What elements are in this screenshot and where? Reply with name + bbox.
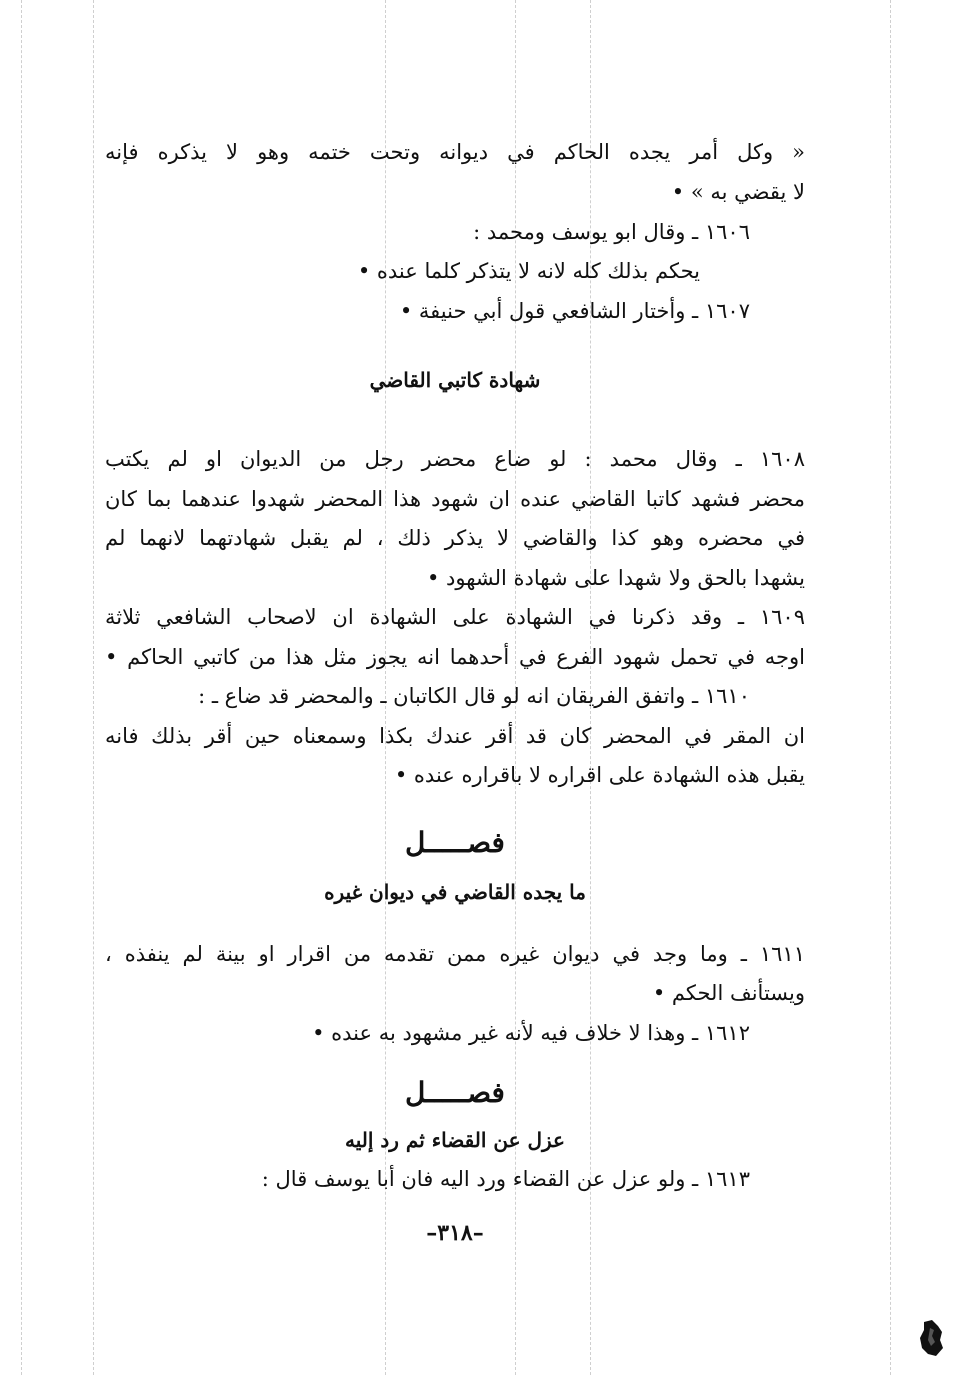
text-line: يحكم بذلك كله لانه لا يتذكر كلما عنده • bbox=[357, 259, 700, 283]
text-line: يشهدا بالحق ولا شهدا على شهادة الشهود • bbox=[426, 566, 805, 590]
page-number: –٣١٨– bbox=[426, 1220, 484, 1246]
text-line: في محضره وهو كذا والقاضي لا يذكر ذلك ، لم يقبل شهادتهما لانهما لم bbox=[105, 526, 805, 550]
scan-corner-mark bbox=[918, 1318, 944, 1358]
text-line: ١٦١١ ـ وما وجد في ديوان غيره ممن تقدمه من اقرار او بينة لم ينفذه ، bbox=[105, 942, 805, 966]
text-line: ١٦٠٩ ـ وقد ذكرنا في الشهادة على الشهادة ان لاصحاب الشافعي ثلاثة bbox=[105, 605, 805, 629]
text-line: ١٦٠٦ ـ وقال ابو يوسف ومحمد : bbox=[473, 220, 750, 244]
page-body bbox=[105, 0, 805, 1375]
text-line: ويستأنف الحكم • bbox=[652, 981, 805, 1005]
text-line: ١٦١٠ ـ واتفق الفريقان انه لو قال الكاتبان ـ والمحضر قد ضاع ـ : bbox=[198, 684, 750, 708]
text-line: يقبل هذه الشهادة على اقراره لا باقراره عنده • bbox=[394, 763, 805, 787]
text-line: لا يقضي به » • bbox=[671, 180, 805, 204]
text-line: اوجه في تحمل شهود الفرع في أحدهما انه يجوز مثل هذا من كاتبي الحاكم • bbox=[105, 645, 805, 669]
scan-guide-line bbox=[21, 0, 22, 1375]
text-line: ١٦١٢ ـ وهذا لا خلاف فيه لأنه غير مشهود به عنده • bbox=[312, 1021, 750, 1045]
chapter-heading: فصـــــل bbox=[405, 1076, 505, 1109]
section-heading: عزل عن القضاء ثم رد إليه bbox=[345, 1128, 565, 1152]
chapter-heading: فصـــــل bbox=[405, 826, 505, 859]
text-line: محضر فشهد كاتبا القاضي عنده ان شهود هذا المحضر شهدوا عندهما بما كان bbox=[105, 487, 805, 511]
scan-guide-line bbox=[890, 0, 891, 1375]
text-line: ١٦٠٨ ـ وقال محمد : لو ضاع محضر رجل من الديوان او لم يكتب bbox=[105, 447, 805, 471]
text-line: ١٦٠٧ ـ وأختار الشافعي قول أبي حنيفة • bbox=[399, 299, 750, 323]
text-line: ١٦١٣ ـ ولو عزل عن القضاء ورد اليه فان أبا يوسف قال : bbox=[261, 1167, 750, 1191]
scan-guide-line bbox=[93, 0, 94, 1375]
text-line: « وكل أمر يجده الحاكم في ديوانه وتحت ختمه وهو لا يذكره فإنه bbox=[105, 140, 805, 164]
text-line: ان المقر في المحضر كان قد أقر عندك بكذا وسمعناه حين أقر بذلك فانه bbox=[105, 724, 805, 748]
section-heading: ما يجده القاضي في ديوان غيره bbox=[324, 880, 586, 904]
section-heading: شهادة كاتبي القاضي bbox=[369, 368, 541, 392]
